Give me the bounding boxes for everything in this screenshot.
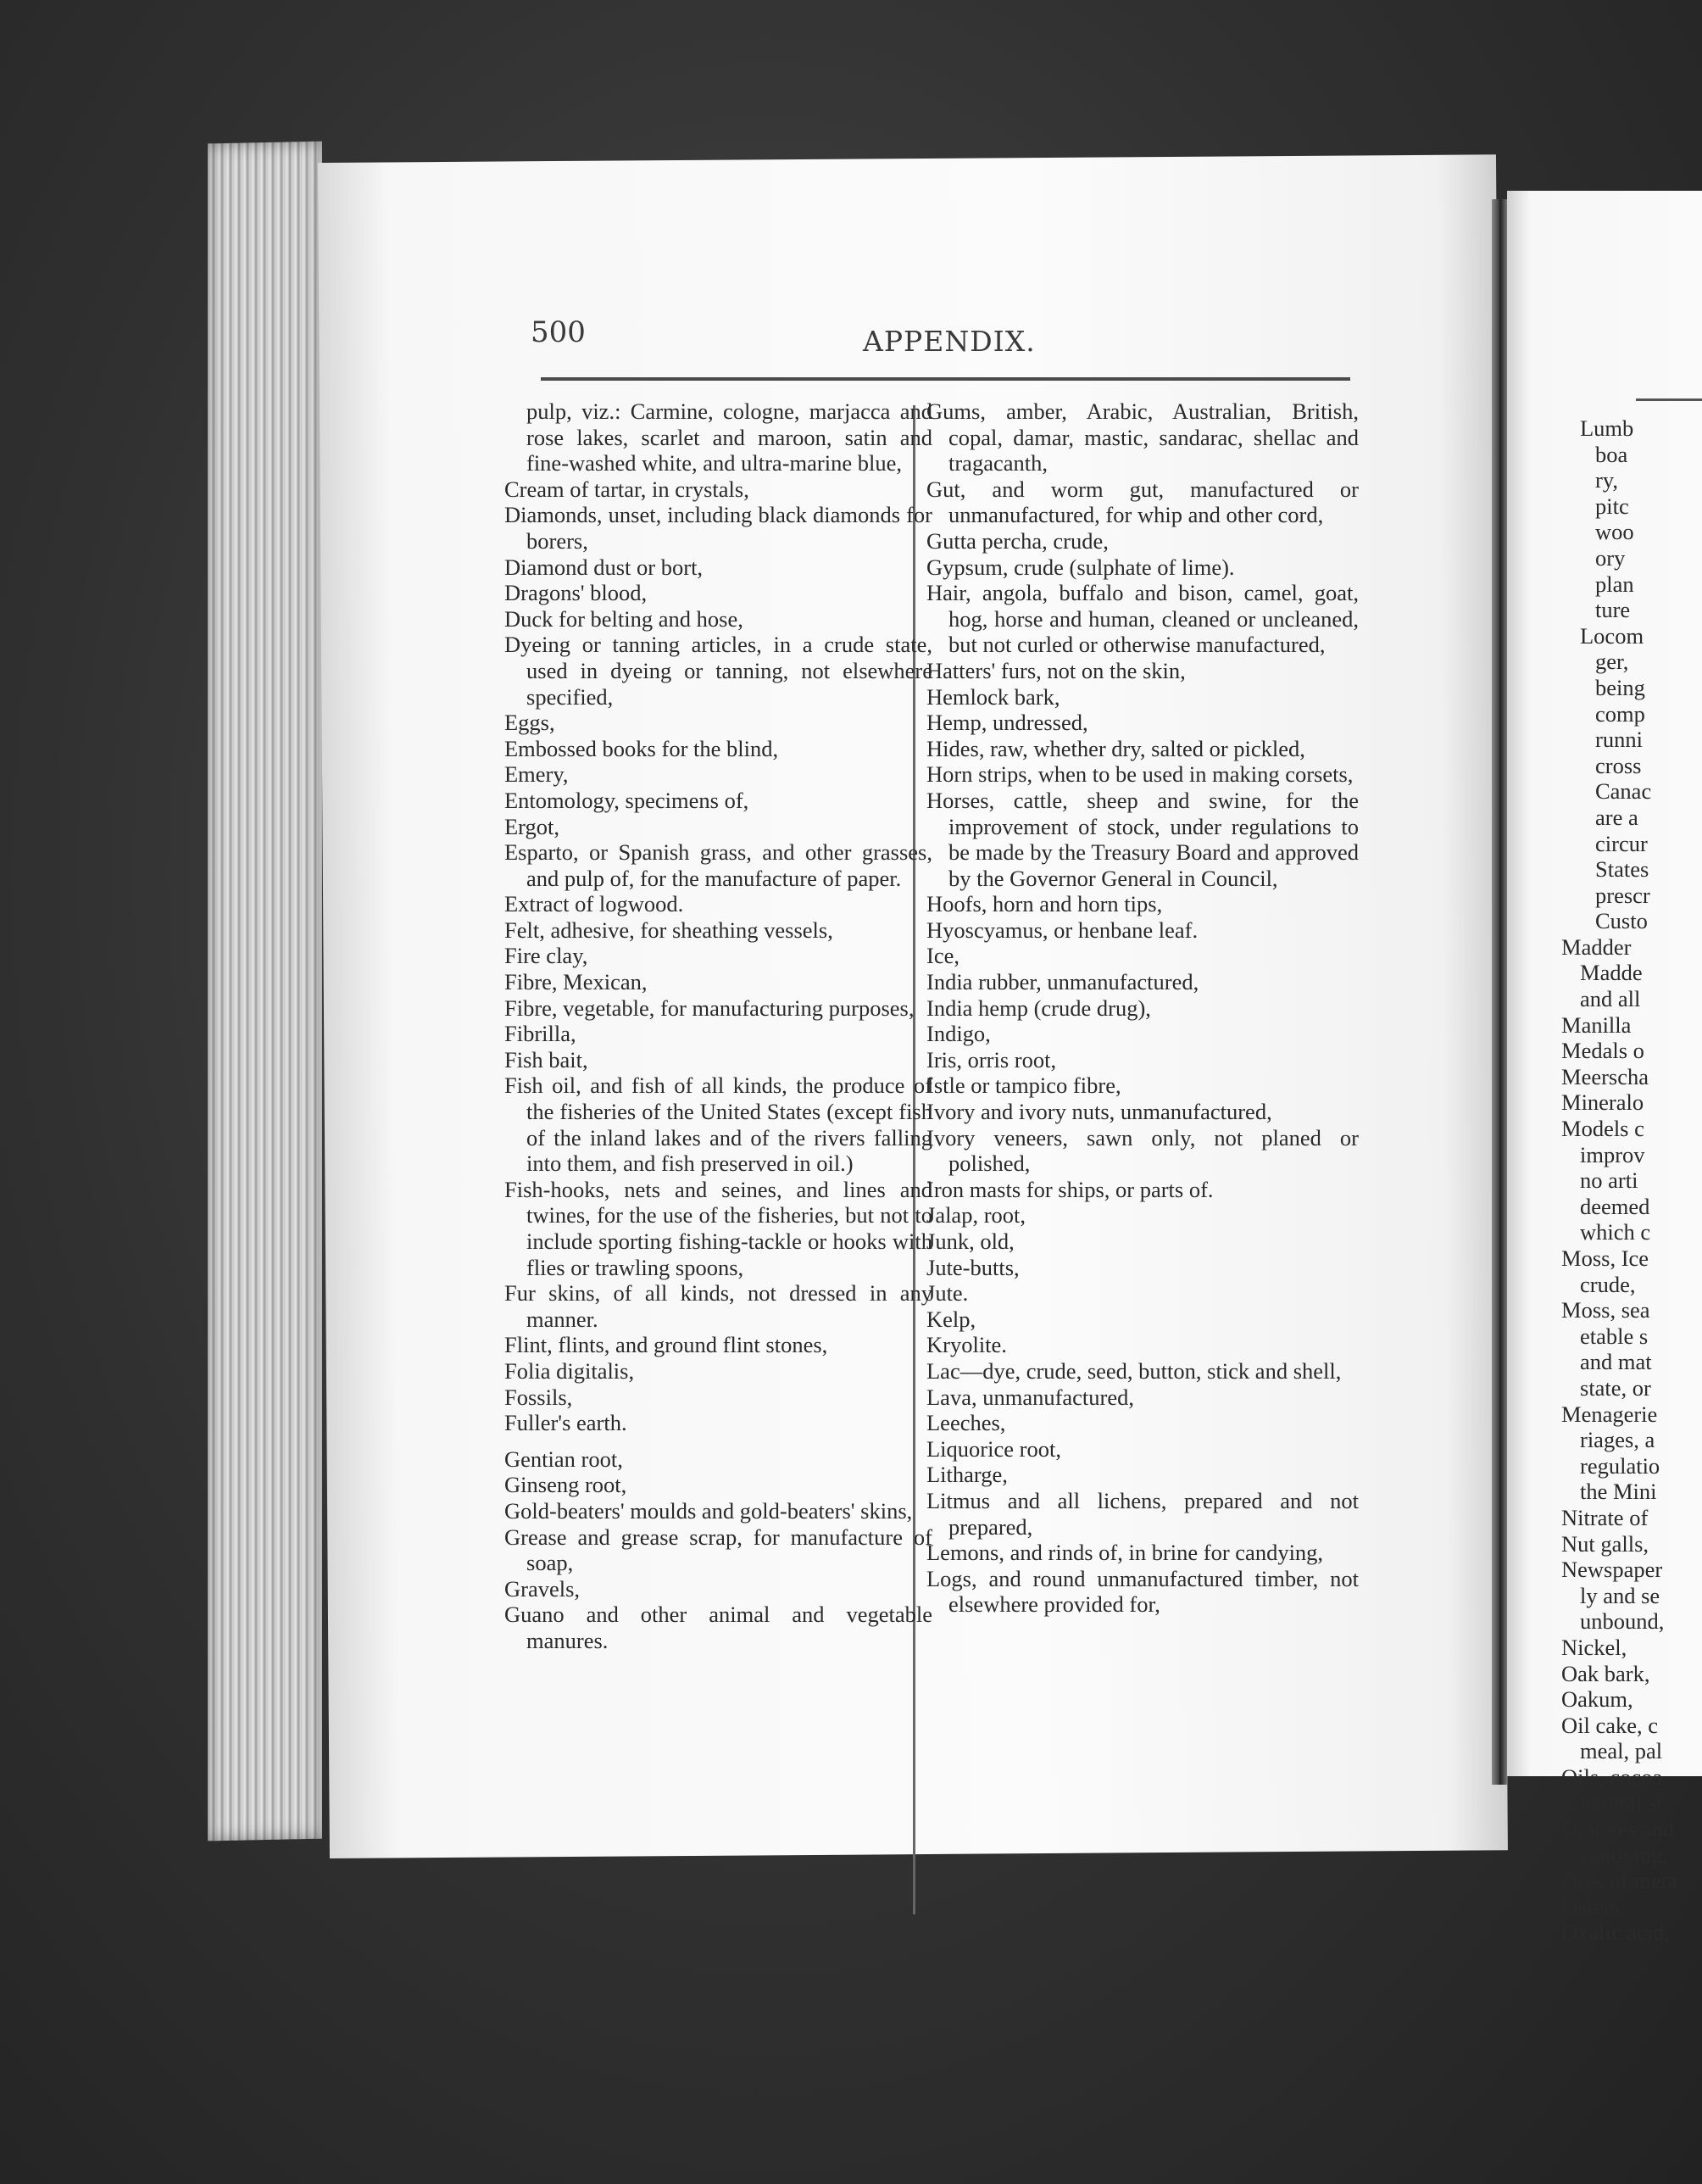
list-item: Jute.: [926, 1280, 969, 1306]
list-item: Emery,: [504, 761, 569, 788]
list-item: pitc: [1595, 493, 1629, 519]
list-item: Hair, angola, buffalo and bison, camel, goat, hog, horse and human, cleaned or uncleaned, but not curled or otherwise manufactured,: [926, 580, 1359, 658]
list-item: no arti: [1580, 1167, 1638, 1194]
list-item: Ginseng root,: [504, 1472, 627, 1498]
list-item: Fuller's earth.: [504, 1410, 627, 1436]
list-item: Ivory veneers, sawn only, not planed or polished,: [926, 1124, 1359, 1177]
list-item: Models c: [1561, 1116, 1644, 1142]
list-item: improv: [1580, 1141, 1645, 1167]
list-item: comp: [1595, 700, 1645, 727]
list-item: regulatio: [1580, 1452, 1660, 1479]
book-page-edges: [208, 142, 322, 1841]
list-item: Kelp,: [926, 1306, 976, 1332]
list-item: Jalap, root,: [926, 1202, 1026, 1228]
left-column: [504, 398, 932, 1654]
list-item: Cream of tartar, in crystals,: [504, 476, 749, 502]
list-item: Indigo,: [926, 1021, 991, 1047]
list-item: crude,: [1580, 1271, 1636, 1297]
list-item: Oakum,: [1561, 1686, 1633, 1713]
list-item: Lemons, and rinds of, in brine for candying,: [926, 1540, 1324, 1566]
list-item: Nitrate of: [1561, 1504, 1649, 1530]
list-item: Mineralo: [1561, 1089, 1644, 1116]
list-item: the Mini: [1580, 1479, 1657, 1505]
right-page-header-rule: [1636, 398, 1702, 401]
list-item: Horn strips, when to be used in making corsets,: [926, 761, 1354, 788]
list-item: Menagerie: [1561, 1401, 1658, 1427]
list-item: Ores of meta: [1561, 1868, 1677, 1894]
list-item: Gutta percha, crude,: [926, 527, 1109, 554]
list-item: Ivory and ivory nuts, unmanufactured,: [926, 1099, 1272, 1125]
list-item: runni: [1595, 727, 1643, 753]
list-item: Fire clay,: [504, 943, 588, 969]
list-item: Gut, and worm gut, manufactured or unmanufactured, for whip and other cord,: [926, 476, 1359, 528]
list-item: Kryolite.: [926, 1332, 1007, 1358]
page-number: 500: [531, 315, 586, 349]
list-item: being: [1595, 674, 1645, 700]
list-item: Ergot,: [504, 813, 560, 839]
list-item: Hides, raw, whether dry, salted or pickled,: [926, 735, 1305, 761]
list-item: Madder: [1561, 933, 1632, 960]
list-item: and mat: [1580, 1349, 1652, 1375]
list-item: Fibrilla,: [504, 1021, 576, 1047]
list-item: Custo: [1595, 908, 1648, 934]
list-item: Iris, orris root,: [926, 1046, 1057, 1072]
list-item: Istle or tampico fibre,: [926, 1072, 1121, 1099]
list-item: Folia digitalis,: [504, 1357, 635, 1384]
list-item: Fish bait,: [504, 1046, 588, 1072]
list-item: Medals o: [1561, 1038, 1644, 1064]
list-item: Moss, sea: [1561, 1297, 1650, 1323]
list-item: Esparto, or Spanish grass, and other grasses, and pulp of, for the manufacture of paper.: [504, 839, 932, 891]
list-item: Canac: [1595, 778, 1652, 805]
list-item: Hatters' furs, not on the skin,: [926, 657, 1186, 683]
list-item: Meerscha: [1561, 1063, 1649, 1089]
list-item: Manilla: [1561, 1011, 1632, 1038]
list-item: Lumb: [1580, 415, 1634, 441]
list-item: Gypsum, crude (sulphate of lime).: [926, 554, 1235, 580]
list-item: Nut galls,: [1561, 1530, 1649, 1557]
list-item: Fur skins, of all kinds, not dressed in any manner.: [504, 1280, 932, 1332]
list-item: candying,: [1580, 1841, 1668, 1868]
list-item: Gravels,: [504, 1575, 581, 1602]
list-item: Hemp, undressed,: [926, 710, 1088, 736]
list-item: unbound,: [1580, 1608, 1665, 1635]
list-item: Fibre, vegetable, for manufacturing purposes,: [504, 994, 915, 1021]
list-item: natural st: [1580, 1790, 1663, 1816]
list-item: which c: [1580, 1219, 1651, 1245]
list-item: Liquorice root,: [926, 1435, 1061, 1462]
list-item: Diamonds, unset, including black diamonds for borers,: [504, 502, 932, 554]
list-item: Lac—dye, crude, seed, button, stick and shell,: [926, 1357, 1342, 1384]
list-item: Leeches,: [926, 1410, 1006, 1436]
book-gutter: [1492, 199, 1507, 1785]
list-item: woo: [1595, 519, 1634, 545]
list-item: Iron masts for ships, or parts of.: [926, 1176, 1214, 1202]
middle-column: [926, 398, 1359, 1618]
list-item: Diamond dust or bort,: [504, 554, 704, 580]
list-item: ly and se: [1580, 1582, 1660, 1608]
list-item: Eggs,: [504, 710, 555, 736]
list-item: etable s: [1580, 1323, 1649, 1349]
list-item: Nickel,: [1561, 1634, 1627, 1660]
list-item: Fish-hooks, nets and seines, and lines and twines, for the use of the fisheries, but not to include sporting fishing-tackle or hooks with flies or trawling spoons,: [504, 1176, 932, 1280]
list-item: Extract of logwood.: [504, 891, 684, 917]
list-item: Dyeing or tanning articles, in a crude state, used in dyeing or tanning, not elsewhere specified,: [504, 632, 932, 710]
list-item: Hoofs, horn and horn tips,: [926, 891, 1163, 917]
list-item: ger,: [1595, 649, 1629, 675]
list-item: Flint, flints, and ground flint stones,: [504, 1332, 828, 1358]
list-item: are a: [1595, 804, 1638, 830]
list-item: Fossils,: [504, 1384, 573, 1410]
list-item: Oil cake, c: [1561, 1712, 1659, 1738]
list-item: Junk, old,: [926, 1228, 1015, 1254]
right-page-column: [1561, 415, 1702, 1946]
list-item: Guano and other animal and vegetable manures.: [504, 1602, 932, 1653]
list-item: Duck for belting and hose,: [504, 605, 743, 632]
list-item: Ice,: [926, 943, 959, 969]
list-item: ture: [1595, 597, 1631, 623]
list-item: Oils, cocoa: [1561, 1763, 1663, 1790]
list-item: Dragons' blood,: [504, 580, 648, 606]
list-item: Felt, adhesive, for sheathing vessels,: [504, 916, 833, 943]
list-item: Fibre, Mexican,: [504, 969, 648, 995]
list-item: Moss, Ice: [1561, 1245, 1649, 1271]
list-item: Fish oil, and fish of all kinds, the produce of the fisheries of the United States (except fish of the inland lakes and of the rivers falling into them, and fish preserved in oil.): [504, 1072, 932, 1177]
list-item: Litmus and all lichens, prepared and not prepared,: [926, 1487, 1359, 1540]
list-item: Gums, amber, Arabic, Australian, British, copal, damar, mastic, sandarac, shellac and tragacanth,: [926, 398, 1359, 476]
list-item: Lava, unmanufactured,: [926, 1384, 1135, 1410]
list-item: riages, a: [1580, 1427, 1655, 1453]
list-item: Jute-butts,: [926, 1254, 1020, 1280]
list-item: Madde: [1580, 960, 1643, 986]
list-item: Newspaper: [1561, 1557, 1663, 1583]
list-item: ry,: [1595, 467, 1618, 493]
header-rule: [541, 377, 1350, 381]
list-item: ory: [1595, 544, 1626, 571]
list-item: boa: [1595, 441, 1628, 467]
list-item: Osiers,: [1561, 1893, 1625, 1919]
list-item: Hyoscyamus, or henbane leaf.: [926, 916, 1199, 943]
list-item: Entomology, specimens of,: [504, 787, 749, 813]
list-item: Hemlock bark,: [926, 683, 1060, 710]
list-item: Grease and grease scrap, for manufacture of soap,: [504, 1524, 932, 1576]
list-item: Oranges and: [1561, 1816, 1675, 1842]
list-item: state, or: [1580, 1374, 1651, 1401]
list-item: States: [1595, 856, 1649, 883]
list-item: Litharge,: [926, 1462, 1008, 1488]
list-item: meal, pal: [1580, 1738, 1663, 1764]
list-item: Oxalic acid,: [1561, 1919, 1671, 1946]
list-item: cross: [1595, 752, 1642, 778]
list-item: Gentian root,: [504, 1446, 623, 1472]
list-item: and all: [1580, 986, 1641, 1012]
list-item: India hemp (crude drug),: [926, 994, 1151, 1021]
list-item: India rubber, unmanufactured,: [926, 969, 1199, 995]
list-item: Oak bark,: [1561, 1660, 1650, 1686]
list-item: deemed: [1580, 1193, 1650, 1219]
list-item: prescr: [1595, 882, 1650, 908]
list-item: Locom: [1580, 622, 1644, 649]
list-item: Horses, cattle, sheep and swine, for the improvement of stock, under regulations to be made by the Treasury Board and approved by the Governor General in Council,: [926, 787, 1359, 891]
list-item: plan: [1595, 571, 1634, 597]
list-item: Logs, and round unmanufactured timber, not elsewhere provided for,: [926, 1565, 1359, 1618]
list-item: Embossed books for the blind,: [504, 735, 779, 761]
page-header: APPENDIX.: [863, 325, 1036, 358]
list-item: Gold-beaters' moulds and gold-beaters' skins,: [504, 1497, 913, 1524]
list-item: pulp, viz.: Carmine, cologne, marjacca and rose lakes, scarlet and maroon, satin and fine-washed white, and ultra-marine blue,: [526, 398, 932, 476]
list-item: circur: [1595, 830, 1648, 856]
